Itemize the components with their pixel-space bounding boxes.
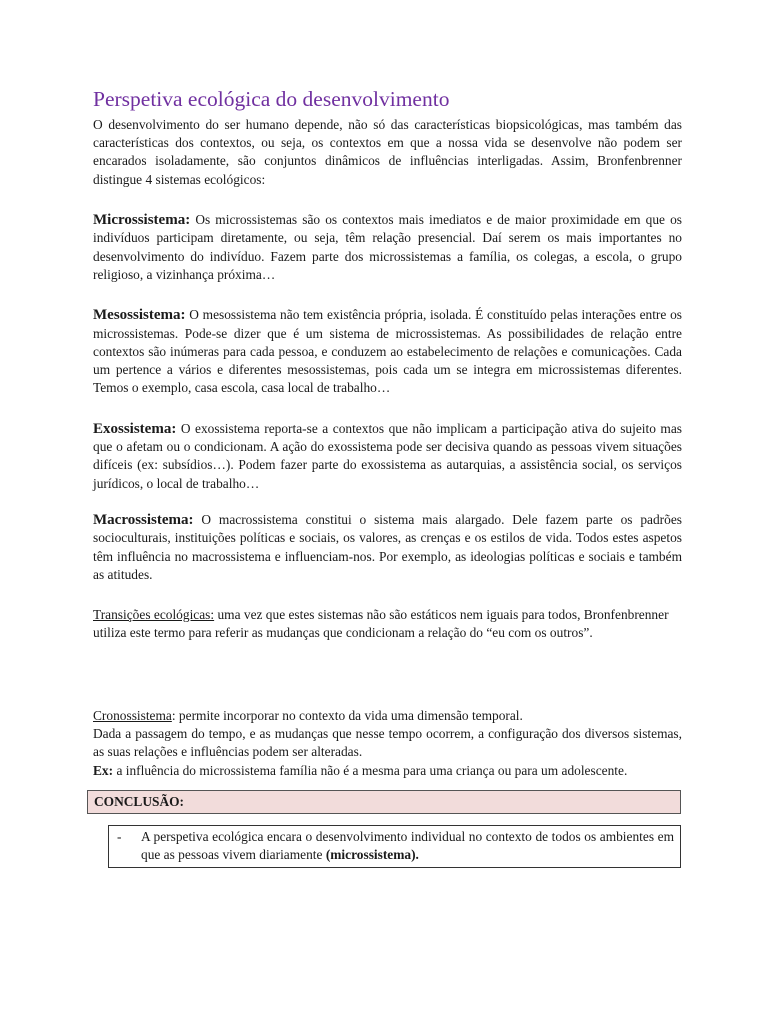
mesossistema-paragraph <box>93 306 682 397</box>
macrossistema-paragraph <box>93 511 682 584</box>
mesossistema-text: O mesossistema não tem existência própria, isolada. É constituído pelas interações entre os microssistemas. Pode-se dizer que é um sistema de microssistemas. As possibilidades de relação entre contextos são inúmeras para cada pessoa, e conduzem ao estabelecimento de relações e comunicações. Cada um pertence a vários e diferentes mesossistemas, pois cada um se integra em microssistemas diferentes. Temos o exemplo, casa escola, casa local de trabalho… <box>93 307 682 396</box>
macrossistema-term: Macrossistema: <box>93 511 194 528</box>
transicoes-label: Transições ecológicas: <box>93 607 215 623</box>
microssistema-text: Os microssistemas são os contextos mais imediatos e de maior proximidade em que os indivíduos participam diretamente, ou seja, têm relação presencial. Daí serem os mais importantes no desenvolvimento do indivíduo. Fazem parte dos microssistemas a família, os colegas, a escola, o grupo religioso, a vizinhança próxima… <box>93 212 682 282</box>
macrossistema-text: O macrossistema constitui o sistema mais alargado. Dele fazem parte os padrões socioculturais, instituições políticas e sociais, os valores, as crenças e os estilos de vida. Todos estes aspetos têm influência no macrossistema e influenciam-nos. Por exemplo, as ideologias políticas e sociais e também as atitudes. <box>93 511 682 582</box>
exossistema-paragraph <box>93 420 682 493</box>
cronossistema-label: Cronossistema <box>93 707 172 723</box>
mesossistema-term: Mesossistema: <box>93 307 186 324</box>
cronossistema-text: : permite incorporar no contexto da vida uma dimensão temporal. <box>171 707 523 723</box>
transicoes-text: uma vez que estes sistemas não são estáticos nem iguais para todos, Bronfenbrenner utiliza este termo para referir as mudanças que condicionam a relação do “eu com os outros”. <box>93 607 669 641</box>
bullet-dash: - <box>117 828 122 844</box>
page-title: Perspetiva ecológica do desenvolvimento <box>93 87 450 111</box>
microssistema-term: Microssistema: <box>93 212 191 229</box>
example-label: Ex: <box>93 762 114 778</box>
conclusion-bullet-bold: (microssistema). <box>325 846 419 862</box>
conclusion-heading: CONCLUSÃO: <box>87 790 681 814</box>
cronossistema-example <box>93 762 682 780</box>
intro-paragraph: O desenvolvimento do ser humano depende, não só das características biopsicológicas, mas também das características dos contextos, ou seja, os contextos em que a nossa vida se desenvolve não podem ser encarados isoladamente, são conjuntos dinâmicos de influências interligadas. Assim, Bronfenbrenner distingue 4 sistemas ecológicos: <box>93 116 682 187</box>
example-text: a influência do microssistema família não é a mesma para uma criança ou para um adolescente. <box>113 762 628 778</box>
cronossistema-paragraph <box>93 707 682 725</box>
transicoes-paragraph <box>93 606 682 643</box>
cronossistema-line2: Dada a passagem do tempo, e as mudanças que nesse tempo ocorrem, a configuração dos diversos sistemas, as suas relações e influências podem ser alteradas. <box>93 726 682 760</box>
conclusion-bullet-body: A perspetiva ecológica encara o desenvolvimento individual no contexto de todos os ambientes em que as pessoas vivem diariamente <box>141 828 674 862</box>
microssistema-paragraph <box>93 211 682 284</box>
exossistema-term: Exossistema: <box>93 420 177 437</box>
conclusion-bullet-box <box>108 825 681 868</box>
conclusion-bullet-text <box>141 828 674 864</box>
exossistema-text: O exossistema reporta-se a contextos que não implicam a participação ativa do sujeito mas que o afetam ou o condicionam. A ação do exossistema pode ser decisiva quando as pessoas vivem situações difíceis (ex: subsídios…). Podem fazer parte do exossistema as autarquias, a assistência social, os serviços jurídicos, o local de trabalho… <box>93 420 682 491</box>
